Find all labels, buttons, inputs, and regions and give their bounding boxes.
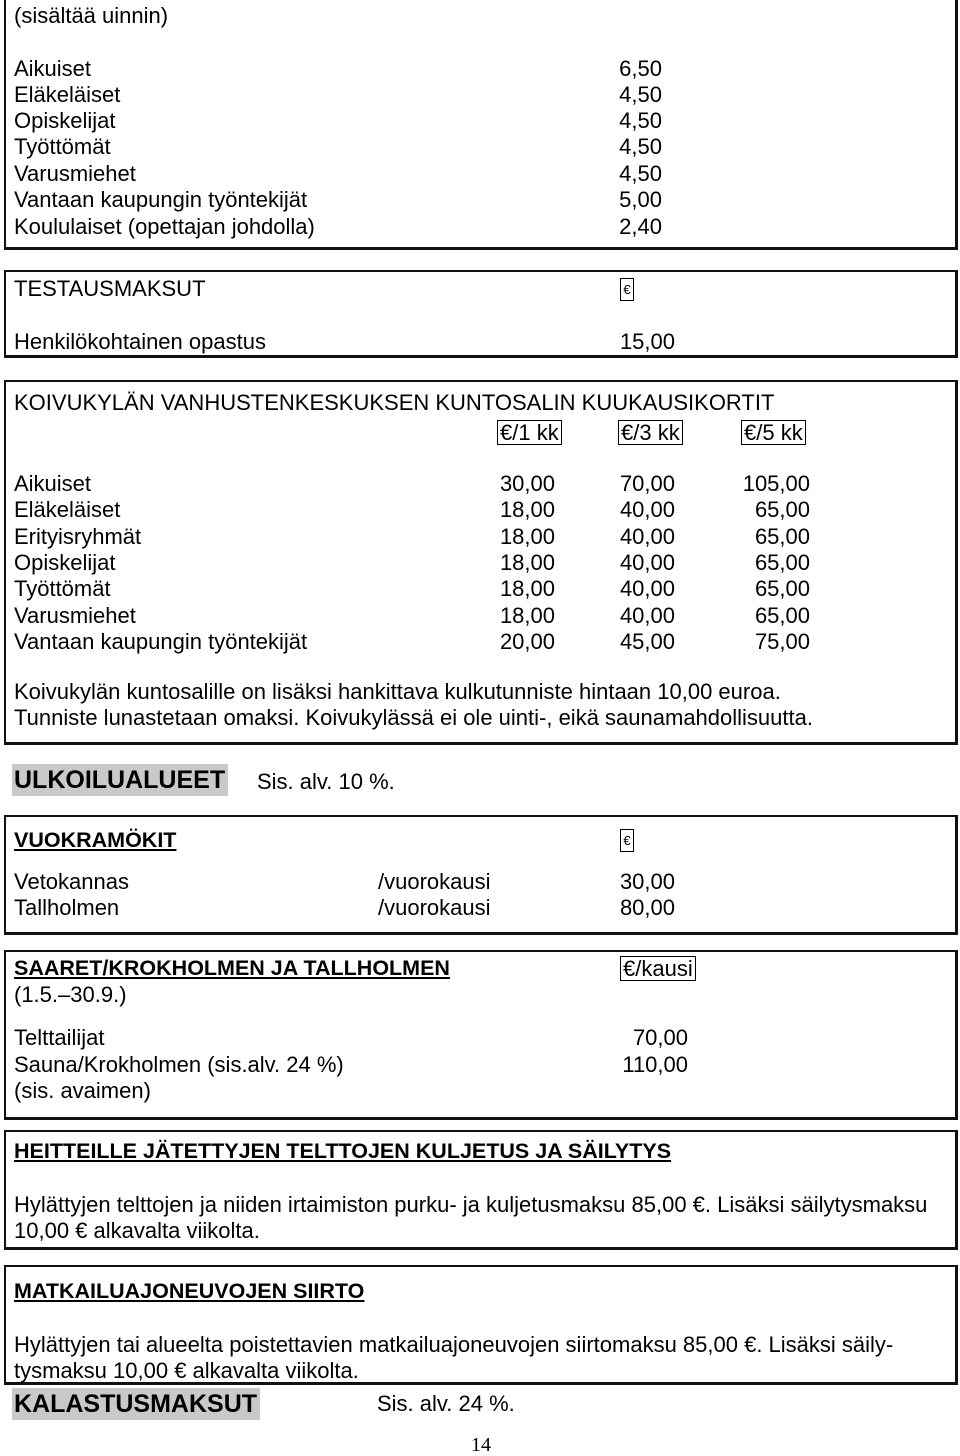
- section-heading: SAARET/KROKHOLMEN JA TALLHOLMEN: [14, 956, 450, 980]
- price-1-month: 30,00: [499, 471, 555, 496]
- section-text-line: Hylättyjen tai alueelta poistettavien matkailuajoneuvojen siirtomaksu 85,00 €. Lisäksi säily-: [14, 1332, 894, 1357]
- price-5-months: 105,00: [742, 471, 810, 496]
- price-row: [0, 187, 960, 213]
- price-row: [0, 134, 960, 160]
- row-label: Henkilökohtainen opastus: [14, 329, 266, 354]
- price-row: [0, 108, 960, 134]
- column-header-3-months: €/3 kk: [618, 420, 683, 445]
- price-5-months: 65,00: [754, 524, 810, 549]
- row-price: 30,00: [619, 869, 675, 894]
- price-1-month: 18,00: [499, 603, 555, 628]
- price-row: [0, 629, 960, 655]
- price-3-months: 45,00: [619, 629, 675, 654]
- row-label: Työttömät: [14, 134, 111, 159]
- row-label: Eläkeläiset: [14, 497, 121, 522]
- chapter-title: ULKOILUALUEET: [12, 764, 228, 796]
- section-heading: HEITTEILLE JÄTETTYJEN TELTTOJEN KULJETUS JA SÄILYTYS: [14, 1139, 672, 1163]
- row-price: 2,40: [619, 214, 662, 239]
- row-label: Opiskelijat: [14, 108, 116, 133]
- vat-note: Sis. alv. 24 %.: [377, 1391, 515, 1416]
- column-header-1-month: €/1 kk: [497, 420, 562, 445]
- price-row: [0, 576, 960, 602]
- price-row: [0, 497, 960, 523]
- row-label: Työttömät: [14, 576, 111, 601]
- row-label: Tallholmen: [14, 895, 120, 920]
- price-row: [0, 161, 960, 187]
- price-3-months: 40,00: [619, 603, 675, 628]
- row-label: Varusmiehet: [14, 161, 136, 186]
- price-row: [0, 56, 960, 82]
- chapter-title: KALASTUSMAKSUT: [12, 1388, 260, 1420]
- price-row: [0, 1025, 960, 1051]
- section-note: Koivukylän kuntosalille on lisäksi hankittava kulkutunniste hintaan 10,00 euroa.: [14, 679, 781, 704]
- section-subtitle: (sisältää uinnin): [14, 3, 169, 28]
- row-unit: /vuorokausi: [378, 869, 491, 894]
- row-label: Vantaan kaupungin työntekijät: [14, 187, 308, 212]
- price-5-months: 65,00: [754, 603, 810, 628]
- section-heading: VUOKRAMÖKIT: [14, 828, 177, 852]
- section-heading: KOIVUKYLÄN VANHUSTENKESKUKSEN KUNTOSALIN KUUKAUSIKORTIT: [14, 390, 775, 415]
- price-row: [0, 471, 960, 497]
- row-label: Aikuiset: [14, 56, 92, 81]
- section-note: (sis. avaimen): [14, 1078, 151, 1103]
- price-1-month: 20,00: [499, 629, 555, 654]
- row-label: Aikuiset: [14, 471, 92, 496]
- price-row: [0, 1052, 960, 1078]
- price-row: [0, 329, 960, 355]
- price-1-month: 18,00: [499, 576, 555, 601]
- currency-unit-label: €/kausi: [620, 956, 696, 981]
- price-row: [0, 550, 960, 576]
- row-price: 5,00: [619, 187, 662, 212]
- row-label: Sauna/Krokholmen (sis.alv. 24 %): [14, 1052, 344, 1077]
- price-3-months: 40,00: [619, 550, 675, 575]
- row-price: 70,00: [632, 1025, 688, 1050]
- section-text-line: 10,00 € alkavalta viikolta.: [14, 1218, 260, 1243]
- price-3-months: 40,00: [619, 524, 675, 549]
- price-5-months: 65,00: [754, 576, 810, 601]
- row-price: 110,00: [622, 1052, 688, 1077]
- section-heading: TESTAUSMAKSUT: [14, 276, 206, 301]
- section-text-line: tysmaksu 10,00 € alkavalta viikolta.: [14, 1358, 359, 1383]
- price-1-month: 18,00: [499, 524, 555, 549]
- row-price: 4,50: [619, 82, 662, 107]
- price-3-months: 40,00: [619, 497, 675, 522]
- euro-symbol: €: [620, 829, 634, 852]
- price-1-month: 18,00: [499, 497, 555, 522]
- row-price: 4,50: [619, 108, 662, 133]
- row-label: Vantaan kaupungin työntekijät: [14, 629, 308, 654]
- section-text-line: Hylättyjen telttojen ja niiden irtaimiston purku- ja kuljetusmaksu 85,00 €. Lisäksi säilytysmaksu: [14, 1192, 928, 1217]
- price-row: [0, 214, 960, 240]
- column-header-5-months: €/5 kk: [741, 420, 806, 445]
- row-price: 80,00: [619, 895, 675, 920]
- row-label: Vetokannas: [14, 869, 129, 894]
- price-row: [0, 895, 960, 921]
- price-row: [0, 869, 960, 895]
- row-price: 15,00: [619, 329, 675, 354]
- section-heading: MATKAILUAJONEUVOJEN SIIRTO: [14, 1279, 365, 1303]
- price-row: [0, 82, 960, 108]
- price-5-months: 65,00: [754, 497, 810, 522]
- row-price: 4,50: [619, 161, 662, 186]
- vat-note: Sis. alv. 10 %.: [257, 769, 395, 794]
- section-note: Tunniste lunastetaan omaksi. Koivukylässä ei ole uinti-, eikä saunamahdollisuutta.: [14, 705, 813, 730]
- season-period: (1.5.–30.9.): [14, 982, 127, 1007]
- row-label: Eläkeläiset: [14, 82, 121, 107]
- row-label: Erityisryhmät: [14, 524, 142, 549]
- row-label: Koululaiset (opettajan johdolla): [14, 214, 315, 239]
- price-3-months: 70,00: [619, 471, 675, 496]
- price-1-month: 18,00: [499, 550, 555, 575]
- price-row: [0, 603, 960, 629]
- row-label: Telttailijat: [14, 1025, 105, 1050]
- price-5-months: 65,00: [754, 550, 810, 575]
- row-price: 4,50: [619, 134, 662, 159]
- page-number: 14: [471, 1434, 491, 1456]
- price-5-months: 75,00: [754, 629, 810, 654]
- row-label: Opiskelijat: [14, 550, 116, 575]
- row-unit: /vuorokausi: [378, 895, 491, 920]
- euro-symbol: €: [620, 278, 634, 301]
- row-label: Varusmiehet: [14, 603, 136, 628]
- row-price: 6,50: [619, 56, 662, 81]
- price-row: [0, 524, 960, 550]
- price-3-months: 40,00: [619, 576, 675, 601]
